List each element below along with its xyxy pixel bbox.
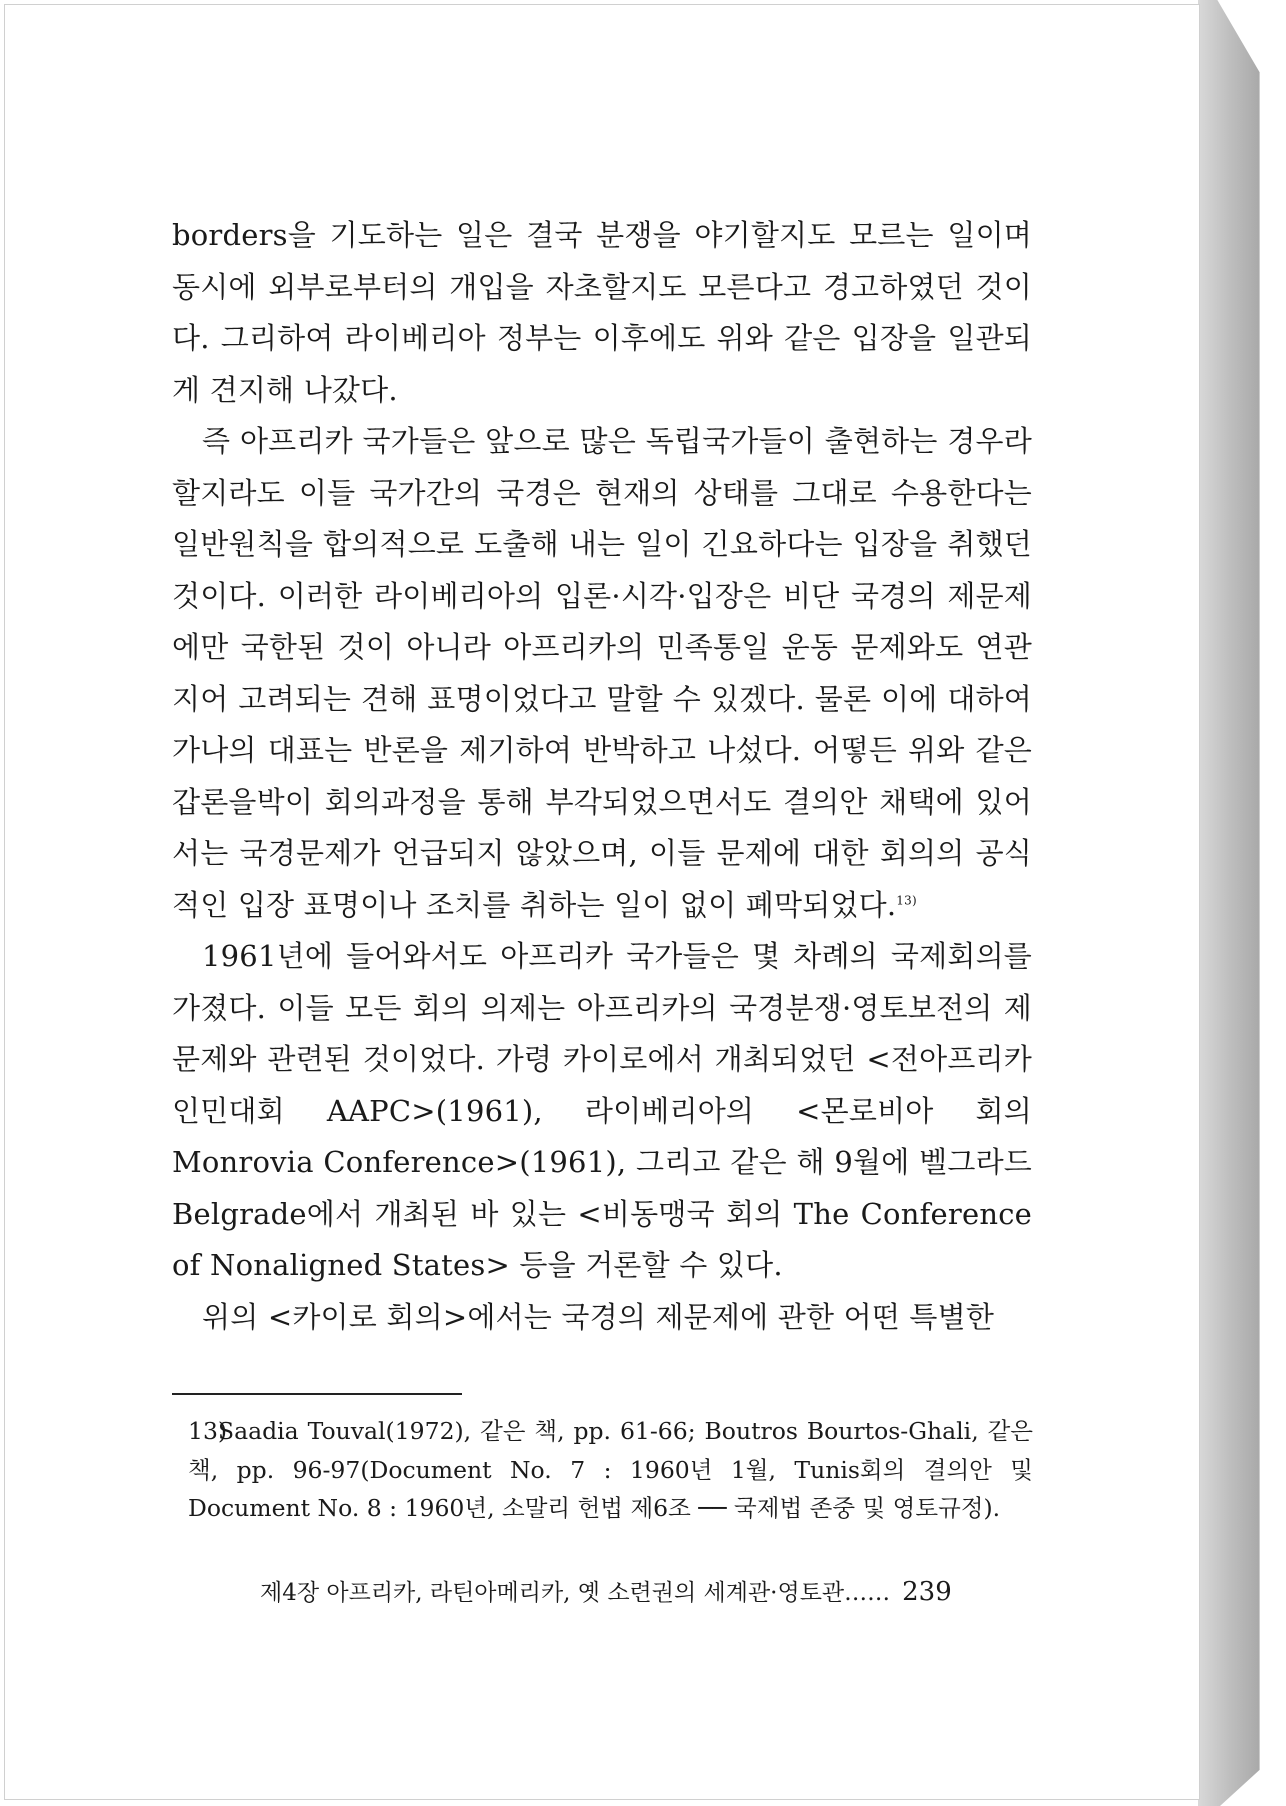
page-edge-shadow	[1198, 0, 1286, 1806]
footnote-reference[interactable]: 13)	[896, 892, 917, 907]
footnote-number: 13)	[188, 1417, 228, 1445]
footnote-text: Saadia Touval(1972), 같은 책, pp. 61-66; Boutros Bourtos-Ghali, 같은 책, pp. 96-97(Document No. 7 : 1960년 1월, Tunis회의 결의안 및 Document No. 8 : 1960년, 소말리 헌법 제6조 ── 국제법 존중 및 영토규정).	[188, 1417, 1033, 1522]
paragraph-3: 1961년에 들어와서도 아프리카 국가들은 몇 차례의 국제회의를 가졌다. 이들 모든 회의 의제는 아프리카의 국경분쟁·영토보전의 제문제와 관련된 것이었다. 가령 카이로에서 개최되었던 <전아프리카 인민대회 AAPC>(1961), 라이베리아의 <몬로비아 회의 Monrovia Conference>(1961), 그리고 같은 해 9월에 벨그라드 Belgrade에서 개최된 바 있는 <비동맹국 회의 The Conference of Nonaligned States> 등을 거론할 수 있다.	[172, 939, 1032, 1282]
paragraph-2	[172, 416, 1032, 931]
paragraph-4: 위의 <카이로 회의>에서는 국경의 제문제에 관한 어떤 특별한	[202, 1299, 995, 1334]
paragraph-1: borders을 기도하는 일은 결국 분쟁을 야기할지도 모르는 일이며 동시에 외부로부터의 개입을 자초할지도 모른다고 경고하였던 것이다. 그리하여 라이베리아 정부는 이후에도 위와 같은 입장을 일관되게 견지해 나갔다.	[172, 218, 1032, 407]
footnote	[188, 1412, 1033, 1528]
paragraph-2-text: 즉 아프리카 국가들은 앞으로 많은 독립국가들이 출현하는 경우라 할지라도 이들 국가간의 국경은 현재의 상태를 그대로 수용한다는 일반원칙을 합의적으로 도출해 내는 일이 긴요하다는 입장을 취했던 것이다. 이러한 라이베리아의 입론·시각·입장은 비단 국경의 제문제에만 국한된 것이 아니라 아프리카의 민족통일 운동 문제와도 연관지어 고려되는 견해 표명이었다고 말할 수 있겠다. 물론 이에 대하여 가나의 대표는 반론을 제기하여 반박하고 나섰다. 어떻든 위와 같은 갑론을박이 회의과정을 통해 부각되었으면서도 결의안 채택에 있어서는 국경문제가 언급되지 않았으며, 이들 문제에 대한 회의의 공식적인 입장 표명이나 조치를 취하는 일이 없이 폐막되었다.	[172, 424, 1032, 922]
footnote-divider	[172, 1393, 462, 1395]
running-footer-title: 제4장 아프리카, 라틴아메리카, 옛 소련권의 세계관·영토관……	[260, 1580, 891, 1606]
page-number: 239	[902, 1577, 952, 1607]
running-footer	[260, 1572, 1000, 1613]
body-text	[172, 210, 1032, 1343]
